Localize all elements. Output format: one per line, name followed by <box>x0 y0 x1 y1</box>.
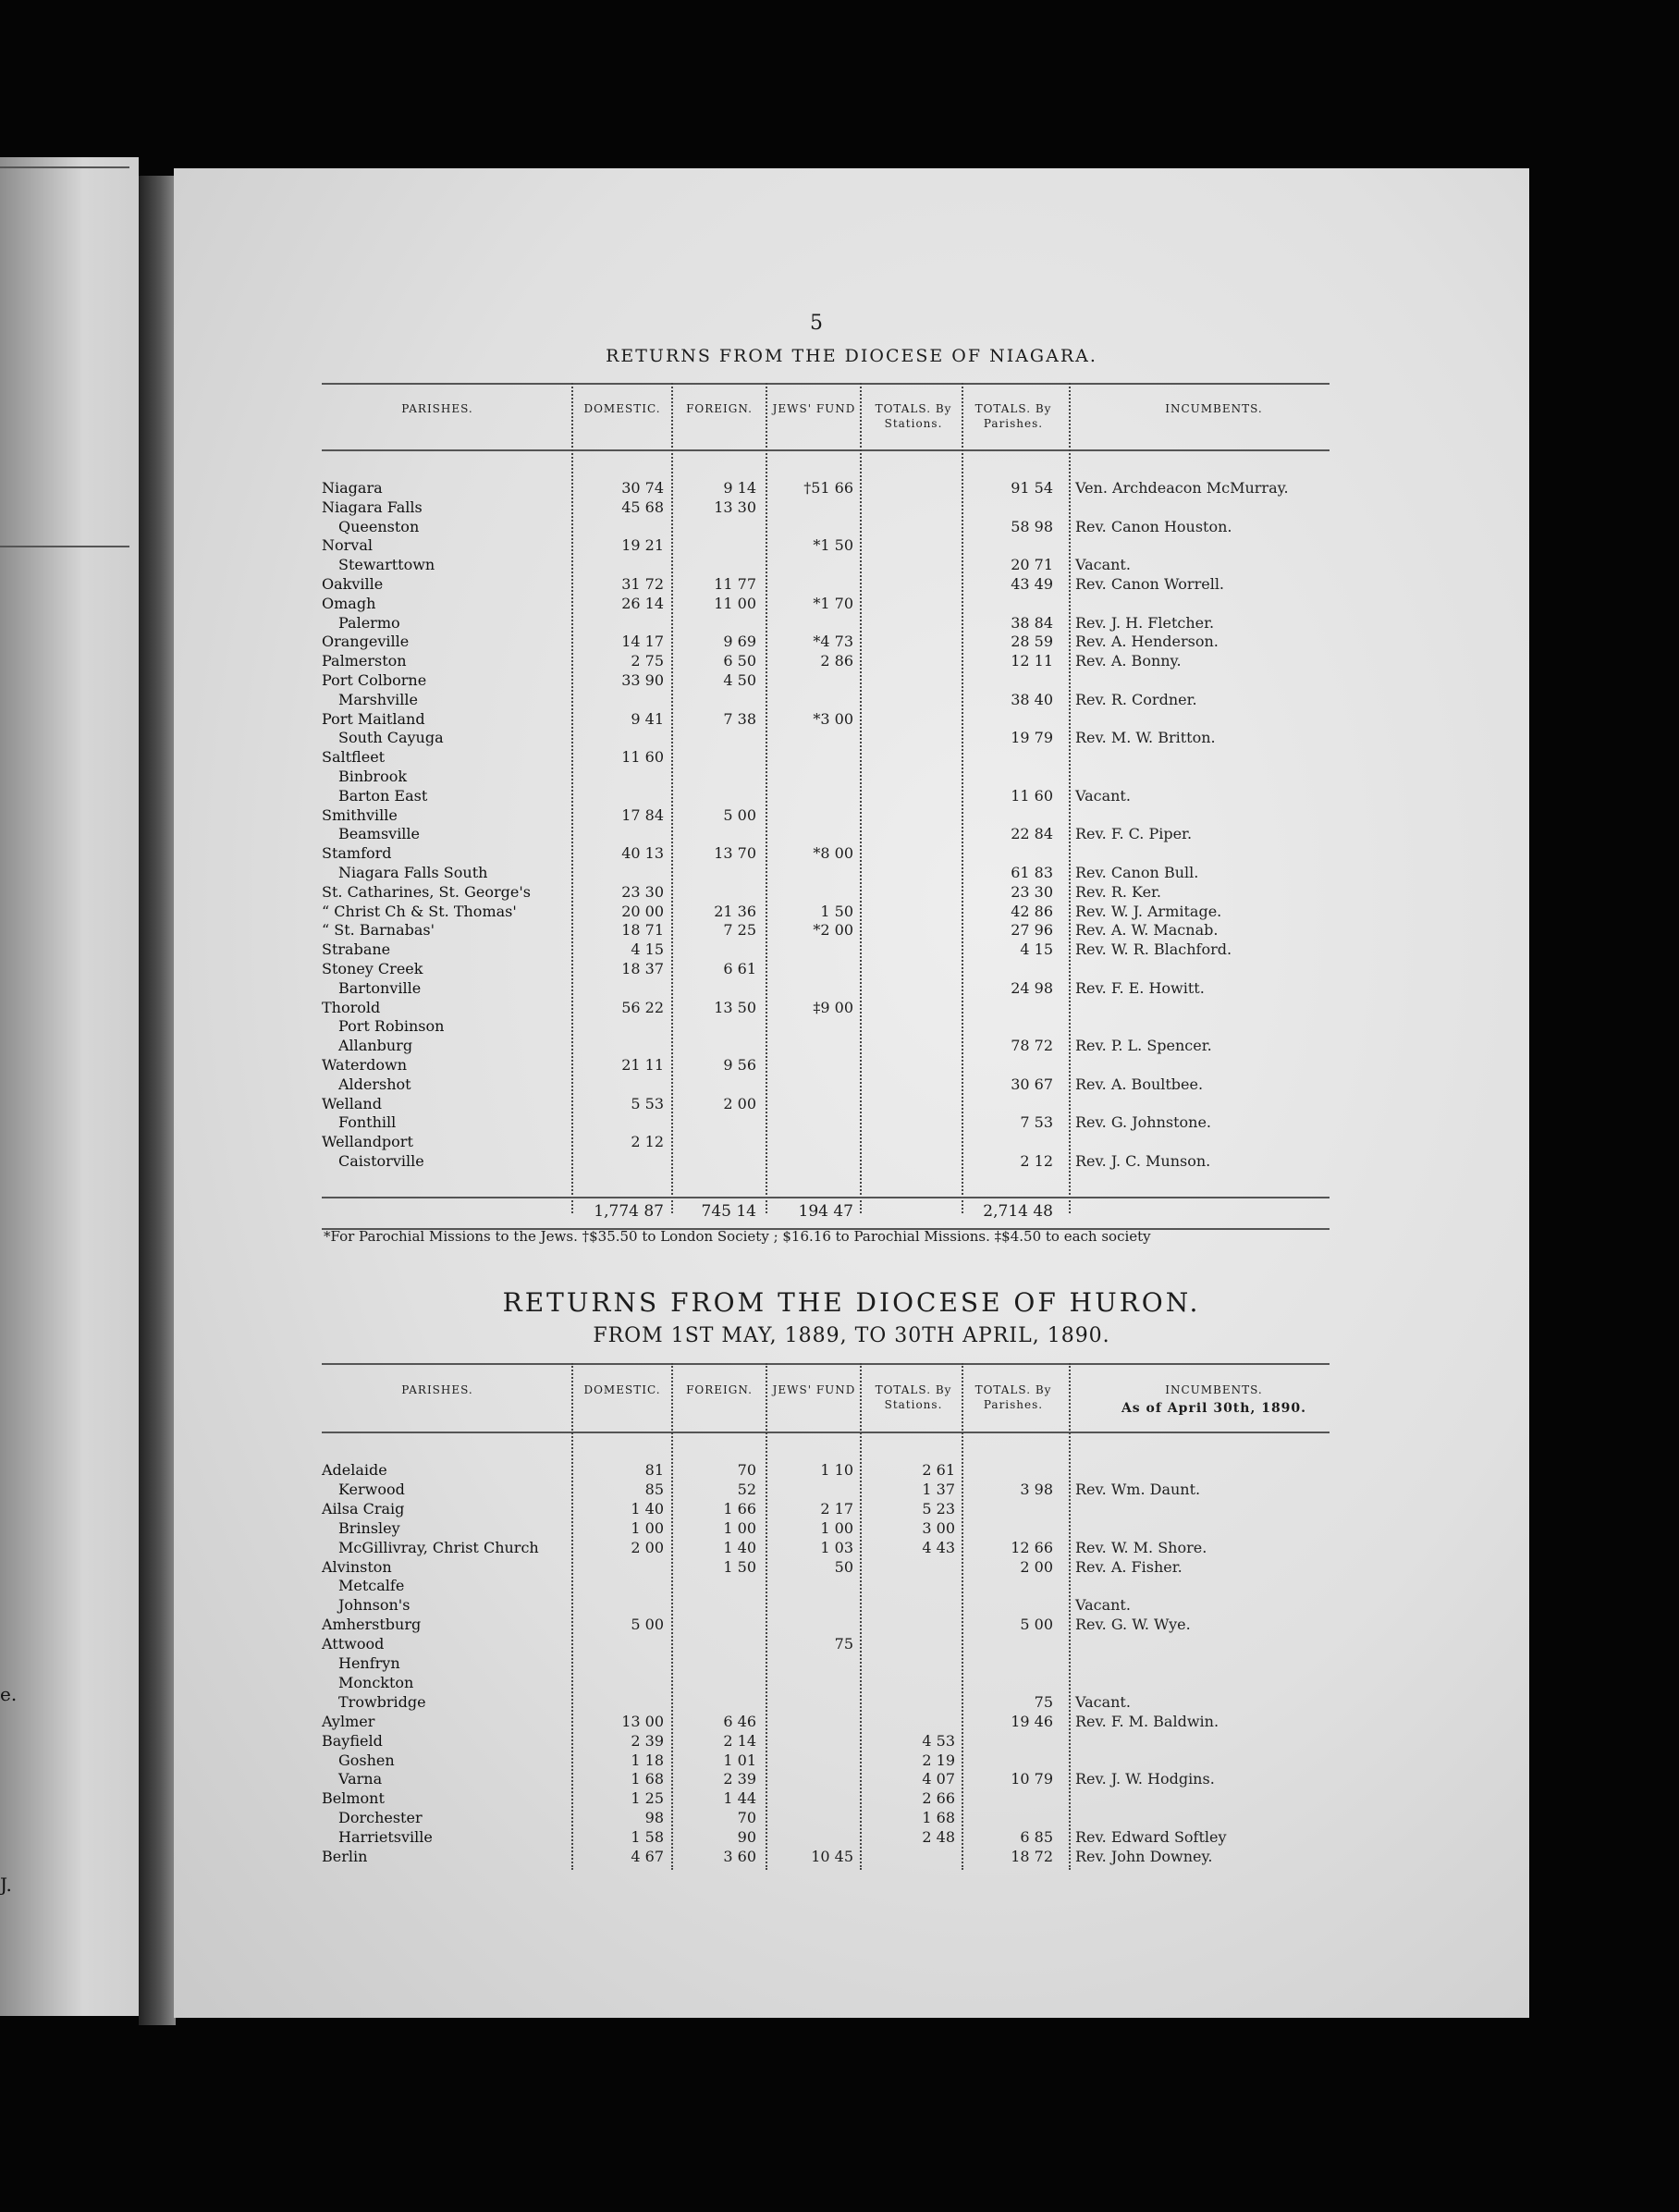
parish-name: Welland <box>322 1094 382 1112</box>
amount-foreign: 11 77 <box>714 575 756 593</box>
amount-parishes: 78 72 <box>1011 1037 1053 1055</box>
amount-domestic: 26 14 <box>621 594 664 612</box>
parish-name: Smithville <box>322 805 398 824</box>
column-divider <box>766 1363 767 1870</box>
amount-domestic: 23 30 <box>621 882 664 901</box>
amount-parishes: 5 00 <box>1020 1616 1053 1634</box>
amount-jews: †51 66 <box>803 479 853 497</box>
rule <box>322 1363 1330 1365</box>
parish-name: Harrietsville <box>338 1828 433 1847</box>
amount-stations: 1 68 <box>922 1809 955 1827</box>
amount-domestic: 18 71 <box>621 921 664 940</box>
parish-name: Varna <box>338 1770 383 1788</box>
column-divider <box>766 383 767 1213</box>
amount-jews: 2 86 <box>820 652 853 670</box>
parish-name: Binbrook <box>338 768 408 785</box>
parish-name: Henfryn <box>338 1654 400 1672</box>
amount-stations: 4 07 <box>922 1770 955 1788</box>
amount-domestic: 81 <box>644 1461 664 1479</box>
amount-foreign: 70 <box>737 1809 756 1827</box>
amount-foreign: 6 61 <box>723 960 756 977</box>
amount-parishes: 58 98 <box>1011 517 1053 535</box>
left-page-edge <box>0 157 139 2016</box>
amount-jews: *8 00 <box>813 844 853 863</box>
rule <box>0 166 129 168</box>
parish-name: Niagara Falls South <box>338 864 488 881</box>
incumbent-name: Vacant. <box>1075 1692 1131 1711</box>
incumbent-name: Vacant. <box>1075 556 1131 574</box>
amount-foreign: 7 38 <box>723 709 756 728</box>
amount-parishes: 2 00 <box>1020 1557 1053 1576</box>
parish-name: Port Robinson <box>338 1017 445 1036</box>
amount-domestic: 40 13 <box>621 844 664 863</box>
parish-name: Port Colborne <box>322 671 427 689</box>
amount-foreign: 13 30 <box>714 498 756 516</box>
column-header-incumbents: INCUMBENTS. <box>1165 1383 1263 1396</box>
column-header-parishes: PARISHES. <box>401 402 473 415</box>
parish-name: Aylmer <box>322 1712 375 1730</box>
amount-stations: 4 43 <box>922 1538 955 1556</box>
amount-foreign: 2 39 <box>723 1770 756 1788</box>
huron-subtitle: FROM 1ST MAY, 1889, TO 30TH APRIL, 1890. <box>593 1324 1110 1347</box>
parish-name: Palermo <box>338 613 400 632</box>
incumbent-name: Rev. Canon Houston. <box>1075 517 1232 535</box>
incumbent-name: Rev. Wm. Daunt. <box>1075 1480 1201 1498</box>
amount-foreign: 6 50 <box>723 652 756 670</box>
amount-jews: *2 00 <box>813 921 853 940</box>
incumbent-name: Rev. F. C. Piper. <box>1075 825 1193 843</box>
amount-parishes: 6 85 <box>1020 1828 1053 1847</box>
incumbent-name: Rev. P. L. Spencer. <box>1075 1037 1212 1055</box>
amount-stations: 3 00 <box>922 1518 955 1537</box>
column-divider <box>671 383 673 1213</box>
amount-domestic: 21 11 <box>621 1056 664 1074</box>
parish-name: Belmont <box>322 1789 385 1808</box>
amount-foreign: 90 <box>737 1828 756 1847</box>
parish-name: Fonthill <box>338 1113 397 1132</box>
parish-name: Johnson's <box>338 1596 411 1615</box>
column-header-by-parishes: TOTALS. By Parishes. <box>974 1383 1052 1411</box>
amount-parishes: 20 71 <box>1011 556 1053 574</box>
amount-foreign: 70 <box>737 1461 756 1479</box>
amount-jews: *1 50 <box>813 536 853 555</box>
amount-stations: 2 19 <box>922 1751 955 1769</box>
amount-foreign: 9 56 <box>723 1056 756 1074</box>
incumbent-name: Rev. A. W. Macnab. <box>1075 921 1219 940</box>
amount-foreign: 7 25 <box>723 921 756 940</box>
total-jews: 194 47 <box>798 1202 853 1221</box>
parish-name: Niagara Falls <box>322 498 423 516</box>
column-header-by-parishes: TOTALS. By Parishes. <box>974 402 1052 430</box>
incumbent-name: Vacant. <box>1075 786 1131 805</box>
amount-domestic: 45 68 <box>621 498 664 516</box>
amount-parishes: 30 67 <box>1011 1075 1053 1093</box>
amount-jews: 50 <box>834 1557 853 1576</box>
amount-parishes: 22 84 <box>1011 825 1053 843</box>
parish-name: Barton East <box>338 786 428 805</box>
amount-foreign: 11 00 <box>714 594 756 612</box>
parish-name: Aldershot <box>338 1075 411 1093</box>
parish-name: Stewarttown <box>338 556 435 574</box>
amount-foreign: 9 69 <box>723 633 756 651</box>
parish-name: Goshen <box>338 1751 395 1769</box>
amount-foreign: 13 50 <box>714 998 756 1016</box>
parish-name: Kerwood <box>338 1480 405 1498</box>
amount-domestic: 1 00 <box>631 1518 664 1537</box>
parish-name: Brinsley <box>338 1518 400 1537</box>
amount-foreign: 1 01 <box>723 1751 756 1769</box>
amount-jews: *4 73 <box>813 633 853 651</box>
total-parishes: 2,714 48 <box>983 1202 1053 1221</box>
parish-name: Monckton <box>338 1673 414 1691</box>
incumbent-name: Rev. Edward Softley <box>1075 1828 1227 1847</box>
amount-stations: 2 61 <box>922 1461 955 1479</box>
column-divider <box>860 383 862 1213</box>
amount-parishes: 11 60 <box>1011 786 1053 805</box>
amount-parishes: 38 40 <box>1011 690 1053 708</box>
parish-name: Marshville <box>338 690 418 708</box>
amount-domestic: 1 68 <box>631 1770 664 1788</box>
column-divider <box>1069 1363 1071 1870</box>
incumbent-name: Rev. John Downey. <box>1075 1848 1213 1865</box>
amount-stations: 5 23 <box>922 1499 955 1518</box>
parish-name: Wellandport <box>322 1133 413 1151</box>
parish-name: Palmerston <box>322 652 407 670</box>
incumbent-name: Rev. J. W. Hodgins. <box>1075 1770 1215 1788</box>
column-divider <box>671 1363 673 1870</box>
amount-jews: 1 10 <box>820 1461 853 1479</box>
niagara-footnote: *For Parochial Missions to the Jews. †$35.50 to London Society ; $16.16 to Parochial Missions. ‡$4.50 to each society <box>324 1228 1151 1245</box>
parish-name: St. Catharines, St. George's <box>322 882 531 901</box>
left-page-mark: e. <box>0 1683 18 1705</box>
amount-domestic: 5 53 <box>631 1094 664 1112</box>
amount-domestic: 11 60 <box>621 748 664 767</box>
amount-foreign: 1 40 <box>723 1538 756 1556</box>
incumbent-name: Rev. W. R. Blachford. <box>1075 940 1232 959</box>
amount-jews: *1 70 <box>813 594 853 612</box>
parish-name: Trowbridge <box>338 1692 426 1711</box>
amount-jews: 2 17 <box>820 1499 853 1518</box>
column-header-by-stations: TOTALS. By Stations. <box>875 1383 952 1411</box>
rule <box>322 1228 1330 1230</box>
amount-domestic: 31 72 <box>621 575 664 593</box>
column-divider <box>962 383 963 1213</box>
column-header-domestic: DOMESTIC. <box>583 1383 661 1396</box>
parish-name: Metcalfe <box>338 1577 405 1595</box>
amount-parishes: 7 53 <box>1020 1113 1053 1132</box>
column-divider <box>1069 383 1071 1213</box>
amount-stations: 4 53 <box>922 1731 955 1750</box>
amount-foreign: 1 66 <box>723 1499 756 1518</box>
amount-parishes: 23 30 <box>1011 882 1053 901</box>
parish-name: Attwood <box>322 1635 385 1653</box>
amount-domestic: 2 75 <box>631 652 664 670</box>
amount-domestic: 14 17 <box>621 633 664 651</box>
incumbent-name: Rev. R. Cordner. <box>1075 690 1197 708</box>
amount-domestic: 1 18 <box>631 1751 664 1769</box>
amount-domestic: 56 22 <box>621 998 664 1016</box>
parish-name: Berlin <box>322 1848 368 1865</box>
amount-parishes: 12 66 <box>1011 1538 1053 1556</box>
incumbent-name: Rev. Canon Bull. <box>1075 864 1199 881</box>
incumbent-name: Rev. A. Boultbee. <box>1075 1075 1204 1093</box>
incumbent-name: Rev. W. M. Shore. <box>1075 1538 1207 1556</box>
rule <box>322 449 1330 451</box>
incumbent-name: Rev. M. W. Britton. <box>1075 729 1216 747</box>
parish-name: Amherstburg <box>322 1616 422 1634</box>
column-header-by-stations: TOTALS. By Stations. <box>875 402 952 430</box>
parish-name: Oakville <box>322 575 384 593</box>
parish-name: Niagara <box>322 479 383 497</box>
amount-stations: 2 48 <box>922 1828 955 1847</box>
amount-parishes: 42 86 <box>1011 902 1053 920</box>
amount-domestic: 30 74 <box>621 479 664 497</box>
amount-foreign: 9 14 <box>723 479 756 497</box>
amount-foreign: 1 50 <box>723 1557 756 1576</box>
incumbent-name: Rev. J. C. Munson. <box>1075 1152 1211 1170</box>
column-header-jews: JEWS' FUND <box>772 402 856 415</box>
amount-domestic: 4 15 <box>631 940 664 959</box>
rule <box>322 1197 1330 1198</box>
column-divider <box>860 1363 862 1870</box>
rule <box>322 383 1330 385</box>
incumbent-name: Rev. G. W. Wye. <box>1075 1616 1191 1634</box>
amount-domestic: 2 12 <box>631 1133 664 1151</box>
amount-parishes: 12 11 <box>1011 652 1053 670</box>
incumbent-name: Rev. F. E. Howitt. <box>1075 978 1205 997</box>
book-gutter <box>139 176 176 2025</box>
amount-domestic: 9 41 <box>631 709 664 728</box>
parish-name: Queenston <box>338 517 420 535</box>
amount-domestic: 19 21 <box>621 536 664 555</box>
parish-name: Allanburg <box>338 1037 413 1055</box>
column-header-incumbents-sub: As of April 30th, 1890. <box>1121 1401 1307 1416</box>
incumbent-name: Rev. A. Bonny. <box>1075 652 1182 670</box>
incumbent-name: Ven. Archdeacon McMurray. <box>1075 479 1289 497</box>
incumbent-name: Vacant. <box>1075 1596 1131 1615</box>
parish-name: Omagh <box>322 594 376 612</box>
incumbent-name: Rev. J. H. Fletcher. <box>1075 613 1215 632</box>
total-foreign: 745 14 <box>701 1202 756 1221</box>
amount-parishes: 91 54 <box>1011 479 1053 497</box>
amount-domestic: 1 40 <box>631 1499 664 1518</box>
parish-name: McGillivray, Christ Church <box>338 1538 539 1556</box>
parish-name: Port Maitland <box>322 709 425 728</box>
amount-foreign: 1 00 <box>723 1518 756 1537</box>
parish-name: Ailsa Craig <box>322 1499 405 1518</box>
amount-domestic: 85 <box>644 1480 664 1498</box>
amount-parishes: 43 49 <box>1011 575 1053 593</box>
parish-name: South Cayuga <box>338 729 444 747</box>
amount-parishes: 10 79 <box>1011 1770 1053 1788</box>
amount-parishes: 27 96 <box>1011 921 1053 940</box>
column-header-foreign: FOREIGN. <box>686 1383 753 1396</box>
column-header-parishes: PARISHES. <box>401 1383 473 1396</box>
column-divider <box>571 1363 573 1870</box>
amount-domestic: 18 37 <box>621 960 664 977</box>
amount-foreign: 6 46 <box>723 1712 756 1730</box>
amount-domestic: 2 39 <box>631 1731 664 1750</box>
amount-stations: 1 37 <box>922 1480 955 1498</box>
left-page-mark: J. <box>0 1874 12 1896</box>
amount-foreign: 13 70 <box>714 844 756 863</box>
parish-name: Strabane <box>322 940 391 959</box>
page-number: 5 <box>810 312 823 335</box>
amount-jews: 1 03 <box>820 1538 853 1556</box>
amount-foreign: 5 00 <box>723 805 756 824</box>
parish-name: Orangeville <box>322 633 410 651</box>
column-divider <box>962 1363 963 1870</box>
amount-domestic: 5 00 <box>631 1616 664 1634</box>
column-header-foreign: FOREIGN. <box>686 402 753 415</box>
amount-foreign: 4 50 <box>723 671 756 689</box>
rule <box>322 1432 1330 1433</box>
amount-parishes: 75 <box>1034 1692 1053 1711</box>
incumbent-name: Rev. R. Ker. <box>1075 882 1162 901</box>
amount-domestic: 1 58 <box>631 1828 664 1847</box>
amount-domestic: 20 00 <box>621 902 664 920</box>
amount-foreign: 2 14 <box>723 1731 756 1750</box>
amount-domestic: 33 90 <box>621 671 664 689</box>
incumbent-name: Rev. A. Henderson. <box>1075 633 1219 651</box>
parish-name: Saltfleet <box>322 748 386 767</box>
amount-domestic: 98 <box>644 1809 664 1827</box>
incumbent-name: Rev. W. J. Armitage. <box>1075 902 1222 920</box>
rule <box>0 546 129 547</box>
amount-foreign: 1 44 <box>723 1789 756 1808</box>
amount-domestic: 13 00 <box>621 1712 664 1730</box>
amount-domestic: 17 84 <box>621 805 664 824</box>
amount-jews: 1 00 <box>820 1518 853 1537</box>
column-header-incumbents: INCUMBENTS. <box>1165 402 1263 415</box>
parish-name: Bayfield <box>322 1731 383 1750</box>
amount-foreign: 21 36 <box>714 902 756 920</box>
amount-stations: 2 66 <box>922 1789 955 1808</box>
incumbent-name: Rev. Canon Worrell. <box>1075 575 1225 593</box>
amount-jews: 75 <box>834 1635 853 1653</box>
amount-parishes: 19 79 <box>1011 729 1053 747</box>
amount-parishes: 18 72 <box>1011 1848 1053 1865</box>
incumbent-name: Rev. F. M. Baldwin. <box>1075 1712 1219 1730</box>
amount-parishes: 2 12 <box>1020 1152 1053 1170</box>
amount-parishes: 38 84 <box>1011 613 1053 632</box>
niagara-title: RETURNS FROM THE DIOCESE OF NIAGARA. <box>606 346 1097 366</box>
parish-name: Thorold <box>322 998 381 1016</box>
amount-jews: 1 50 <box>820 902 853 920</box>
amount-domestic: 4 67 <box>631 1848 664 1865</box>
parish-name: Bartonville <box>338 978 422 997</box>
parish-name: “ Christ Ch & St. Thomas' <box>322 902 517 920</box>
amount-parishes: 28 59 <box>1011 633 1053 651</box>
parish-name: Adelaide <box>322 1461 387 1479</box>
amount-parishes: 24 98 <box>1011 978 1053 997</box>
column-header-domestic: DOMESTIC. <box>583 402 661 415</box>
amount-parishes: 19 46 <box>1011 1712 1053 1730</box>
amount-parishes: 61 83 <box>1011 864 1053 881</box>
amount-jews: ‡9 00 <box>813 998 853 1016</box>
total-domestic: 1,774 87 <box>594 1202 664 1221</box>
parish-name: Waterdown <box>322 1056 408 1074</box>
amount-parishes: 3 98 <box>1020 1480 1053 1498</box>
parish-name: “ St. Barnabas' <box>322 921 435 940</box>
scanned-page <box>174 168 1529 2018</box>
amount-foreign: 3 60 <box>723 1848 756 1865</box>
amount-jews: 10 45 <box>811 1848 853 1865</box>
parish-name: Stamford <box>322 844 392 863</box>
parish-name: Dorchester <box>338 1809 423 1827</box>
column-header-jews: JEWS' FUND <box>772 1383 856 1396</box>
incumbent-name: Rev. A. Fisher. <box>1075 1557 1183 1576</box>
parish-name: Caistorville <box>338 1152 424 1170</box>
amount-foreign: 52 <box>737 1480 756 1498</box>
incumbent-name: Rev. G. Johnstone. <box>1075 1113 1211 1132</box>
parish-name: Alvinston <box>322 1557 392 1576</box>
amount-domestic: 2 00 <box>631 1538 664 1556</box>
parish-name: Norval <box>322 536 373 555</box>
huron-title: RETURNS FROM THE DIOCESE OF HURON. <box>502 1287 1201 1318</box>
parish-name: Beamsville <box>338 825 421 843</box>
amount-parishes: 4 15 <box>1020 940 1053 959</box>
amount-foreign: 2 00 <box>723 1094 756 1112</box>
amount-jews: *3 00 <box>813 709 853 728</box>
amount-domestic: 1 25 <box>631 1789 664 1808</box>
parish-name: Stoney Creek <box>322 960 423 977</box>
